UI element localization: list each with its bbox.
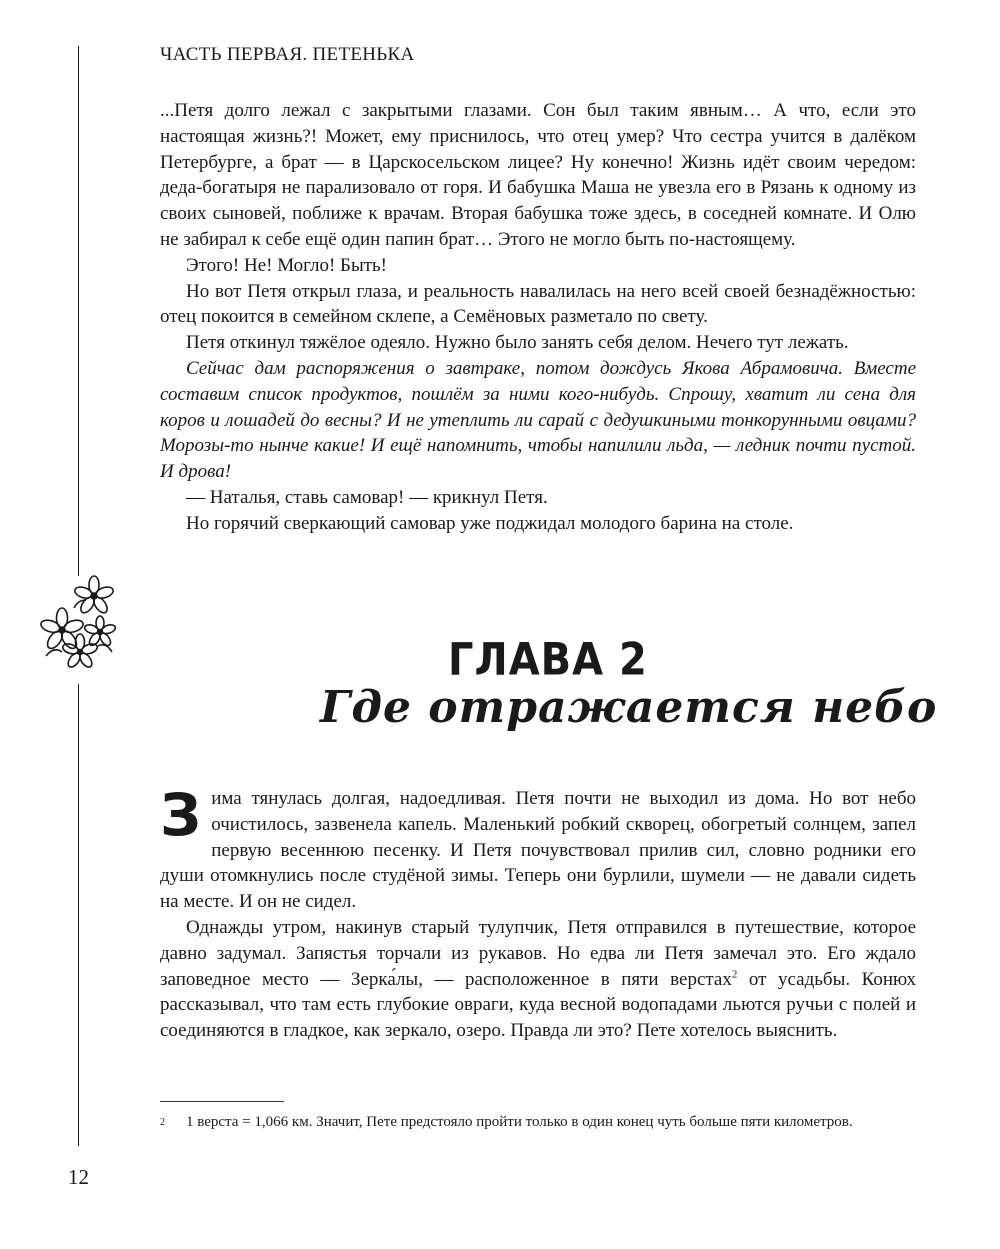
footnote-text: 1 верста = 1,066 км. Значит, Пете предстояло пройти только в один конец чуть больше пяти километров. (186, 1114, 853, 1130)
footnote-rule (160, 1101, 284, 1102)
paragraph: Петя откинул тяжёлое одеяло. Нужно было занять себя делом. Нечего тут лежать. (186, 332, 849, 354)
paragraph: ...Петя долго лежал с закрытыми глазами. Сон был таким явным… А что, если это настоящая жизнь?! Может, ему приснилось, что отец умер? Что сестра учится в далёком Петербурге, а брат — в Царскосельском лицее? Ну конечно! Жизнь идёт своим чередом: деда-богатыря не парализовало от горя. И бабушка Маша не увезла его в Рязань к одному из своих сыновей, поближе к врачам. Вторая бабушка тоже здесь, в соседней комнате. И Олю не забирал к себе ещё один папин брат… Этого не могло быть по-настоящему. (160, 100, 916, 250)
paragraph-text: има тянулась долгая, надоедливая. Петя почти не выходил из дома. Но вот небо очистилось, зазвенела капель. Маленький робкий скворец, обогретый солнцем, запел первую весеннюю песенку. И Петя почувствовал прилив сил, словно родники его души отомкнулись после студёной зимы. Теперь они бурлили, шумели — не давали сидеть на месте. И он не сидел. (160, 788, 916, 913)
chapter-number: ГЛАВА 2 (448, 634, 648, 686)
footnote-mark: 2 (160, 1117, 165, 1128)
paragraph: Этого! Не! Могло! Быть! (186, 254, 388, 276)
paragraph: Но вот Петя открыл глаза, и реальность навалилась на него всей своей безнадёжностью: отец покоится в семейном склепе, а Семёновых разметало по свету. (160, 280, 916, 328)
paragraph-text: от усадьбы. Конюх рассказывал, что там есть глубокие овраги, куда весной водопадами льются ручьи с полей и соединяются в гладкое, как зеркало, озеро. Правда ли это? Пете хотелось выяснить. (160, 968, 917, 1042)
flower-ornament-icon (26, 568, 126, 678)
drop-cap: З (160, 781, 202, 849)
chapter-second-paragraph (160, 915, 916, 1044)
footnote-reference[interactable]: 2 (731, 968, 738, 981)
vertical-rule-top (78, 46, 79, 576)
footnote (160, 1112, 916, 1133)
paragraph-italic-thoughts: Сейчас дам распоряжения о завтраке, потом дождусь Якова Абрамовича. Вместе составим список продуктов, пошлём за ними кого-нибудь. Спрошу, хватит ли сена для коров и лошадей до весны? И не утеплить ли сарай с дедушкиными тонкорунными овцами? Морозы-то нынче какие! И ещё напомнить, чтобы напилили льда, — ледник почти пустой. И дрова! (160, 357, 916, 483)
vertical-rule-bottom (78, 684, 79, 1146)
running-header: ЧАСТЬ ПЕРВАЯ. ПЕТЕНЬКА (160, 44, 415, 65)
paragraph-text: Однажды утром, накинув старый тулупчик, Петя отправился в путешествие, которое давно задумал. Запястья торчали из рукавов. Но едва ли Петя замечал это. Его ждало заповедное место — Зерка́лы, — расположенное в пяти верстах (160, 916, 916, 990)
paragraph: — Наталья, ставь самовар! — крикнул Петя. (186, 486, 548, 508)
chapter-first-paragraph (160, 781, 916, 915)
chapter-text (160, 781, 917, 1044)
paragraph: Но горячий сверкающий самовар уже поджидал молодого барина на столе. (186, 512, 794, 534)
previous-chapter-text (160, 98, 916, 537)
chapter-title: Где отражается небо (320, 682, 938, 733)
page-number: 12 (68, 1165, 89, 1189)
